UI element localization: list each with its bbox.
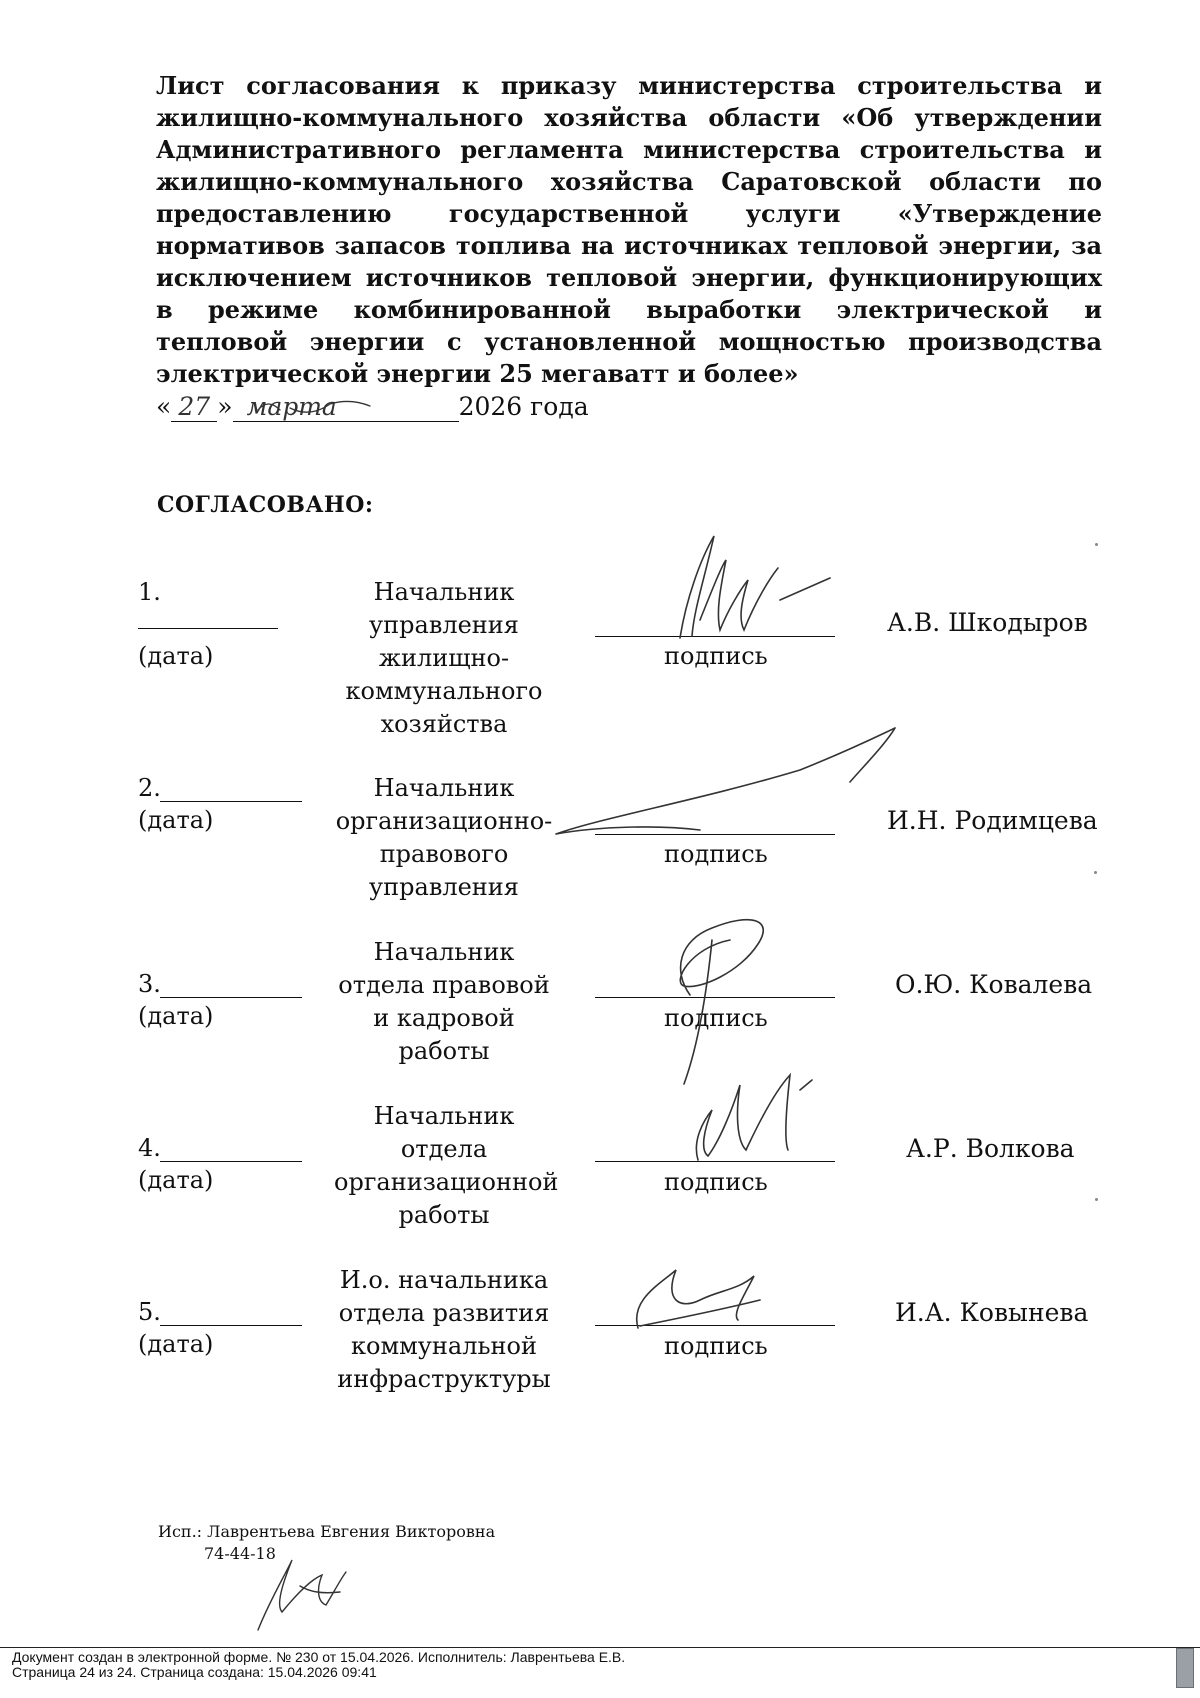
signer-name: И.Н. Родимцева bbox=[887, 806, 1098, 835]
date-blank-line bbox=[138, 628, 278, 629]
position-title: Начальник отдела организационной работы bbox=[334, 1102, 559, 1229]
row-number: 2. bbox=[138, 774, 161, 802]
row-number: 3. bbox=[138, 970, 161, 998]
signature-line bbox=[595, 997, 835, 998]
row-number: 1. bbox=[138, 578, 161, 606]
document-title: Лист согласования к приказу министерства строительства и жилищно-коммунального хозяйства области «Об утверждении Административного регламента министерства строительства и жилищно-коммунального хозяйства Саратовской области по предоставлению государственной услуги «Утверждение нормативов запасов топлива на источниках тепловой энергии, за исключением источников тепловой энергии, функционирующих в режиме комбинированной выработки электрической и тепловой энергии с установленной мощностью производства электрической энергии 25 мегаватт и более» bbox=[156, 71, 1102, 388]
signature-line bbox=[595, 1325, 835, 1326]
footer bbox=[12, 1650, 625, 1680]
position-title: И.о. начальника отдела развития коммунальной инфраструктуры bbox=[337, 1266, 551, 1393]
scan-speck bbox=[1094, 871, 1097, 874]
signature-caption: подпись bbox=[664, 1332, 768, 1360]
signer-name: И.А. Ковынева bbox=[895, 1298, 1089, 1327]
date-caption: (дата) bbox=[138, 806, 214, 834]
signature-2 bbox=[556, 728, 895, 834]
corner-logo-icon bbox=[1176, 1648, 1194, 1688]
date-caption: (дата) bbox=[138, 1330, 214, 1358]
date-month: марта bbox=[233, 392, 459, 422]
signature-caption: подпись bbox=[664, 1004, 768, 1032]
date-open-quote: « bbox=[156, 392, 172, 421]
signature-5 bbox=[637, 1270, 760, 1328]
row-number: 4. bbox=[138, 1134, 161, 1162]
date-blank-line bbox=[160, 1325, 302, 1326]
signature-caption: подпись bbox=[664, 840, 768, 868]
scan-speck bbox=[1095, 543, 1098, 546]
signature-line bbox=[595, 834, 835, 835]
footer-line-1: Документ создан в электронной форме. № 230 от 15.04.2026. Исполнитель: Лаврентьева Е.В. bbox=[12, 1649, 626, 1665]
date-day: 27 bbox=[171, 392, 217, 422]
signature-line bbox=[595, 1161, 835, 1162]
row-number: 5. bbox=[138, 1298, 161, 1326]
executor-phone: 74-44-18 bbox=[204, 1544, 276, 1563]
position-title: Начальник организационно-правового управления bbox=[335, 774, 553, 901]
signature-1 bbox=[680, 536, 830, 638]
date-caption: (дата) bbox=[138, 1002, 214, 1030]
signature-caption: подпись bbox=[664, 642, 768, 670]
document-date bbox=[156, 392, 589, 422]
footer-divider bbox=[0, 1647, 1200, 1648]
signature-line bbox=[595, 636, 835, 637]
signer-name: О.Ю. Ковалева bbox=[895, 970, 1093, 999]
signature-3 bbox=[680, 920, 763, 1084]
signer-name: А.В. Шкодыров bbox=[887, 608, 1088, 637]
date-year: 2026 года bbox=[458, 392, 589, 421]
position-title: Начальник управления жилищно-коммунального хозяйства bbox=[345, 578, 543, 738]
date-blank-line bbox=[160, 801, 302, 802]
date-blank-line bbox=[160, 1161, 302, 1162]
position-title: Начальник отдела правовой и кадровой работы bbox=[338, 938, 550, 1065]
agreed-heading: СОГЛАСОВАНО: bbox=[157, 492, 374, 518]
date-caption: (дата) bbox=[138, 1166, 214, 1194]
date-blank-line bbox=[160, 997, 302, 998]
date-close-quote: » bbox=[217, 392, 233, 421]
footer-line-2: Страница 24 из 24. Страница создана: 15.04.2026 09:41 bbox=[12, 1664, 377, 1680]
signature-caption: подпись bbox=[664, 1168, 768, 1196]
executor-name: Исп.: Лаврентьева Евгения Викторовна bbox=[158, 1522, 496, 1541]
scan-speck bbox=[1095, 1198, 1098, 1201]
date-caption: (дата) bbox=[138, 642, 214, 670]
signature-4 bbox=[696, 1075, 812, 1160]
signer-name: А.Р. Волкова bbox=[906, 1134, 1075, 1163]
executor-signature bbox=[258, 1560, 346, 1630]
